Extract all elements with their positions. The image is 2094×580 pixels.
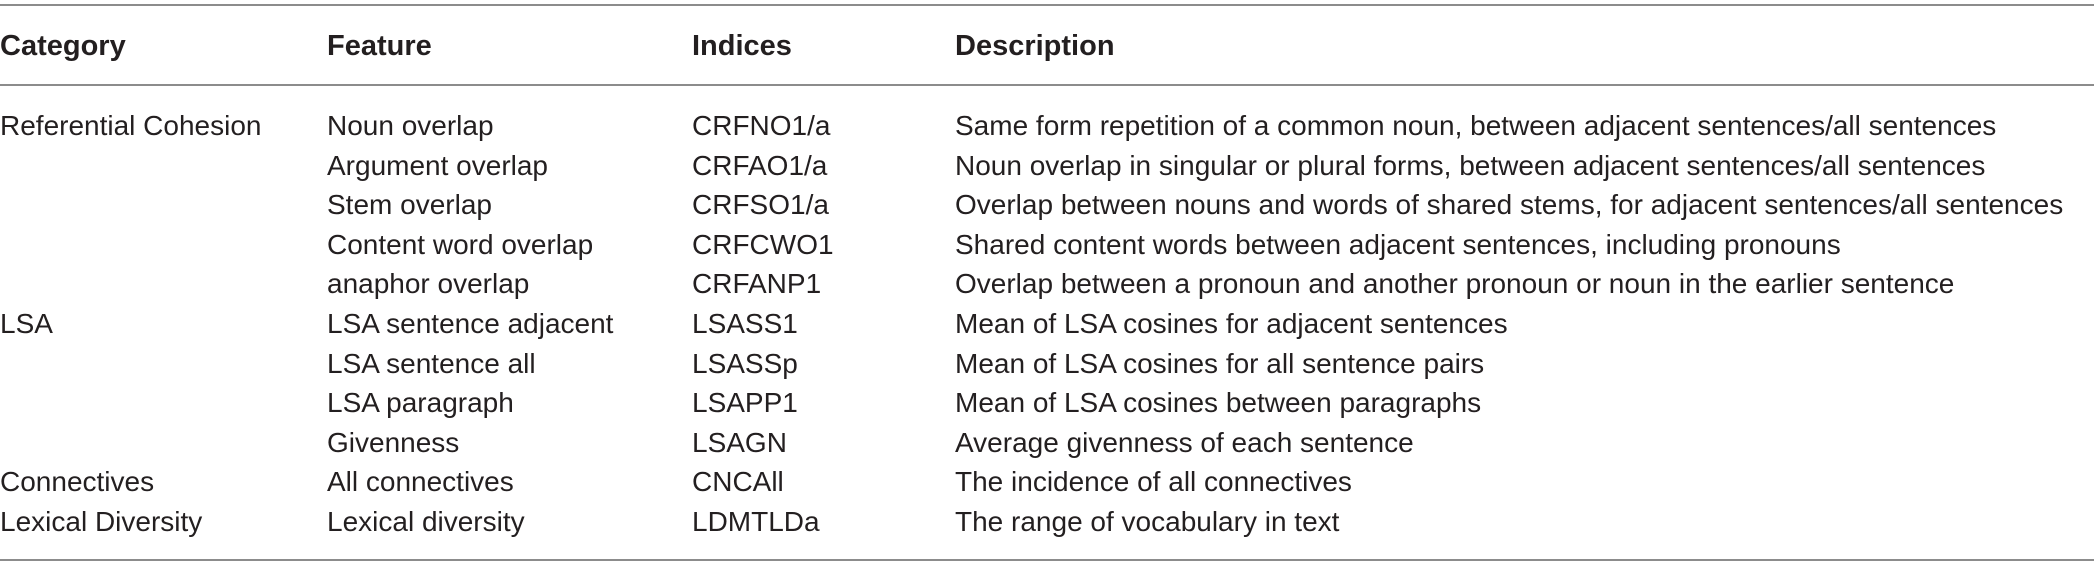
cell-feature: Stem overlap xyxy=(327,189,492,221)
cell-feature: anaphor overlap xyxy=(327,268,530,300)
cell-description: Average givenness of each sentence xyxy=(955,426,1414,458)
header-description: Description xyxy=(955,30,1115,62)
cell-indices: LSAGN xyxy=(692,426,787,458)
table-row xyxy=(0,462,2094,502)
cell-category: Lexical Diversity xyxy=(0,505,203,537)
table-row xyxy=(0,225,2094,265)
cell-feature: All connectives xyxy=(327,466,514,498)
cell-indices: CRFCWO1 xyxy=(692,228,834,260)
table-top-rule xyxy=(0,4,2094,6)
cell-description: The range of vocabulary in text xyxy=(955,505,1340,537)
cell-indices: CRFSO1/a xyxy=(692,189,829,221)
cell-feature: LSA paragraph xyxy=(327,387,514,419)
cell-category: Connectives xyxy=(0,466,155,498)
cell-description: Mean of LSA cosines between paragraphs xyxy=(955,387,1482,419)
cell-indices: LSASSp xyxy=(692,347,798,379)
cell-indices: LSAPP1 xyxy=(692,387,798,419)
table-header-row xyxy=(0,26,2094,66)
cell-description: Overlap between a pronoun and another pronoun or noun in the earlier sentence xyxy=(955,268,1955,300)
table-row xyxy=(0,106,2094,146)
table-row xyxy=(0,304,2094,344)
cell-indices: CRFAO1/a xyxy=(692,149,828,181)
cell-indices: CRFNO1/a xyxy=(692,110,831,141)
table-row xyxy=(0,383,2094,423)
cell-feature: LSA sentence all xyxy=(327,347,536,379)
cell-description: Overlap between nouns and words of shared stems, for adjacent sentences/all sentences xyxy=(955,189,2064,221)
cell-feature: Noun overlap xyxy=(327,110,494,141)
cell-indices: CNCAll xyxy=(692,466,784,498)
cell-description: Shared content words between adjacent sentences, including pronouns xyxy=(955,228,1841,260)
cell-description: Same form repetition of a common noun, between adjacent sentences/all sentences xyxy=(955,110,1997,141)
table-row xyxy=(0,502,2094,542)
cell-feature: Argument overlap xyxy=(327,149,549,181)
table-bottom-rule xyxy=(0,559,2094,561)
cell-description: The incidence of all connectives xyxy=(955,466,1352,498)
cell-indices: LDMTLDa xyxy=(692,505,820,537)
cell-feature: Lexical diversity xyxy=(327,505,525,537)
cell-indices: CRFANP1 xyxy=(692,268,822,300)
cell-feature: LSA sentence adjacent xyxy=(327,307,614,339)
cell-description: Mean of LSA cosines for all sentence pairs xyxy=(955,347,1485,379)
header-feature: Feature xyxy=(327,30,432,62)
cell-feature: Content word overlap xyxy=(327,228,594,260)
table-row xyxy=(0,423,2094,463)
table-row xyxy=(0,185,2094,225)
cell-description: Noun overlap in singular or plural forms, between adjacent sentences/all sentences xyxy=(955,149,1986,181)
table-row xyxy=(0,146,2094,186)
cell-description: Mean of LSA cosines for adjacent sentences xyxy=(955,307,1508,339)
table-row xyxy=(0,344,2094,384)
cell-feature: Givenness xyxy=(327,426,460,458)
cell-indices: LSASS1 xyxy=(692,307,798,339)
cell-category: LSA xyxy=(0,307,53,339)
table-row xyxy=(0,264,2094,304)
header-indices: Indices xyxy=(692,30,792,62)
header-category: Category xyxy=(0,30,126,62)
table-body xyxy=(0,106,2094,542)
table-header-rule xyxy=(0,84,2094,86)
cell-category: Referential Cohesion xyxy=(0,110,262,141)
